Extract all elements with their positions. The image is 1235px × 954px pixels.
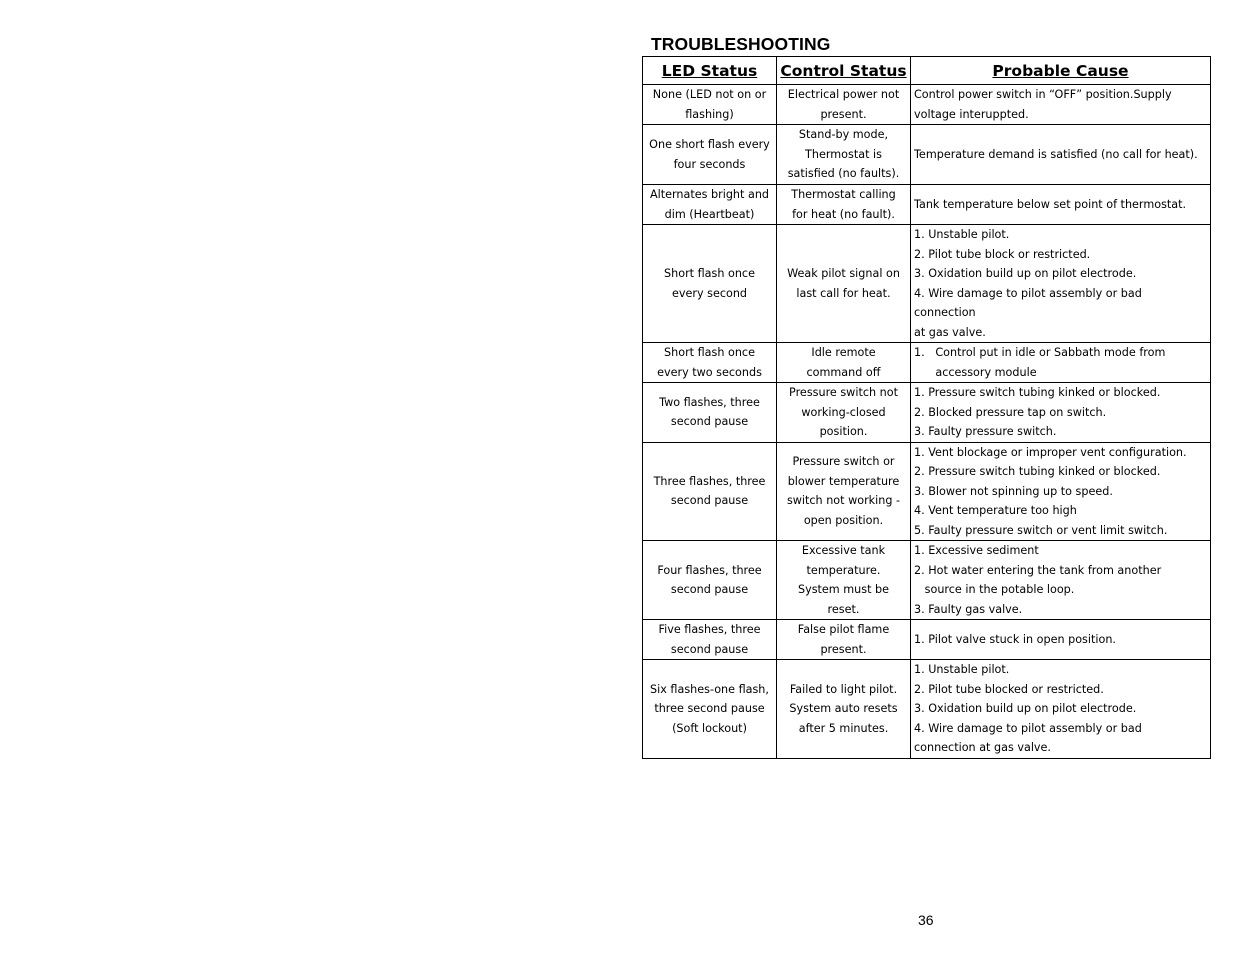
table-row	[643, 343, 1211, 383]
table-row	[643, 125, 1211, 185]
cell-text-line: Stand-by mode,	[798, 128, 889, 142]
cell-text-line: every second	[671, 286, 748, 300]
cell-text-line: present.	[820, 107, 867, 121]
control-status-cell	[777, 541, 911, 620]
cell-text-line: 3. Oxidation build up on pilot electrode.	[914, 702, 1137, 715]
header-control-status: Control Status	[777, 57, 911, 85]
probable-cause-cell	[911, 343, 1211, 383]
cell-text-line: second pause	[670, 642, 749, 656]
led-status-cell	[643, 85, 777, 125]
cell-text-line: after 5 minutes.	[798, 721, 889, 735]
cell-text-line: False pilot flame	[797, 623, 890, 636]
cell-text-line: switch not working -	[786, 494, 901, 508]
control-status-cell	[777, 225, 911, 343]
cell-text-line: for heat (no fault).	[792, 207, 895, 221]
cell-text-line: open position.	[803, 513, 884, 527]
led-status-cell	[643, 620, 777, 660]
cell-text-line: Alternates bright and	[649, 188, 770, 201]
cell-text-line: 1. Excessive sediment	[914, 544, 1039, 557]
cell-text-line: position.	[819, 425, 868, 438]
cell-text-line: Four flashes, three	[657, 563, 762, 577]
control-status-cell	[777, 442, 911, 541]
cell-text-line: voltage interuppted.	[914, 107, 1029, 121]
cell-text-line: at gas valve.	[914, 325, 986, 339]
table-row	[643, 383, 1211, 443]
header-led-status: LED Status	[643, 57, 777, 85]
cell-text-line: second pause	[670, 494, 749, 508]
cell-text-line: last call for heat.	[796, 286, 891, 300]
probable-cause-cell	[911, 85, 1211, 125]
cell-text-line: four seconds	[673, 157, 746, 171]
probable-cause-cell	[911, 185, 1211, 225]
cell-text-line: Temperature demand is satisfied (no call for heat).	[914, 147, 1198, 161]
cell-text-line: second pause	[670, 415, 749, 429]
cell-text-line: 1. Unstable pilot.	[914, 663, 1010, 676]
cell-text-line: 3. Faulty gas valve.	[914, 602, 1023, 616]
cell-text-line: Idle remote	[811, 346, 876, 359]
led-status-cell	[643, 185, 777, 225]
cell-text-line: 1. Control put in idle or Sabbath mode from	[914, 346, 1166, 359]
probable-cause-cell	[911, 383, 1211, 443]
cell-text-line: source in the potable loop.	[914, 583, 1075, 596]
cell-text-line: Tank temperature below set point of thermostat.	[914, 197, 1187, 211]
cell-text-line: every two seconds	[657, 365, 762, 379]
probable-cause-cell	[911, 620, 1211, 660]
cell-text-line: 1. Pressure switch tubing kinked or blocked.	[914, 386, 1161, 399]
cell-text-line: System auto resets	[789, 702, 898, 715]
cell-text-line: 5. Faulty pressure switch or vent limit switch.	[914, 523, 1168, 537]
cell-text-line: flashing)	[685, 107, 734, 121]
cell-text-line: 2. Pilot tube blocked or restricted.	[914, 682, 1104, 696]
control-status-cell	[777, 85, 911, 125]
cell-text-line: Six flashes-one flash,	[650, 682, 769, 696]
page-title: TROUBLESHOOTING	[651, 34, 831, 54]
cell-text-line: accessory module	[914, 365, 1037, 379]
cell-text-line: connection at gas valve.	[914, 741, 1051, 754]
cell-text-line: Weak pilot signal on	[787, 267, 900, 280]
cell-text-line: None (LED not on or	[652, 88, 767, 101]
cell-text-line: 3. Faulty pressure switch.	[914, 425, 1057, 438]
table-row	[643, 541, 1211, 620]
control-status-cell	[777, 185, 911, 225]
cell-text-line: 2. Pilot tube block or restricted.	[914, 247, 1091, 261]
control-status-cell	[777, 343, 911, 383]
led-status-cell	[643, 660, 777, 759]
cell-text-line: Short flash once	[664, 346, 755, 359]
cell-text-line: Thermostat calling	[791, 188, 896, 201]
cell-text-line: Electrical power not	[787, 88, 900, 101]
cell-text-line: Three flashes, three	[653, 474, 766, 488]
cell-text-line: Thermostat is	[805, 147, 882, 161]
cell-text-line: 2. Hot water entering the tank from another	[914, 563, 1162, 577]
page-number: 36	[918, 912, 934, 928]
table-row	[643, 185, 1211, 225]
cell-text-line: reset.	[827, 602, 860, 616]
cell-text-line: 4. Wire damage to pilot assembly or bad	[914, 286, 1142, 300]
cell-text-line: (Soft lockout)	[672, 721, 747, 735]
table-row	[643, 442, 1211, 541]
probable-cause-cell	[911, 125, 1211, 185]
cell-text-line: 1. Unstable pilot.	[914, 228, 1010, 241]
cell-text-line: Excessive tank	[801, 544, 886, 557]
cell-text-line: 4. Vent temperature too high	[914, 504, 1077, 517]
cell-text-line: 1. Vent blockage or improper vent configuration.	[914, 445, 1187, 459]
cell-text-line: Failed to light pilot.	[789, 682, 898, 696]
cell-text-line: Control power switch in “OFF” position.Supply	[914, 88, 1172, 101]
header-probable-cause: Probable Cause	[911, 57, 1211, 85]
led-status-cell	[643, 343, 777, 383]
cell-text-line: System must be	[797, 583, 890, 596]
cell-text-line: Short flash once	[664, 267, 755, 280]
cell-text-line: command off	[806, 365, 881, 379]
table-row	[643, 85, 1211, 125]
cell-text-line: three second pause	[654, 702, 765, 715]
cell-text-line: 3. Blower not spinning up to speed.	[914, 484, 1113, 498]
control-status-cell	[777, 660, 911, 759]
cell-text-line: 4. Wire damage to pilot assembly or bad	[914, 721, 1142, 735]
table-row	[643, 660, 1211, 759]
cell-text-line: Two flashes, three	[659, 395, 760, 409]
cell-text-line: Pressure switch or	[792, 455, 895, 469]
cell-text-line: dim (Heartbeat)	[664, 207, 755, 221]
led-status-cell	[643, 541, 777, 620]
probable-cause-cell	[911, 660, 1211, 759]
led-status-cell	[643, 225, 777, 343]
cell-text-line: 3. Oxidation build up on pilot electrode.	[914, 267, 1137, 280]
led-status-cell	[643, 442, 777, 541]
probable-cause-cell	[911, 541, 1211, 620]
probable-cause-cell	[911, 442, 1211, 541]
table-row	[643, 225, 1211, 343]
cell-text-line: present.	[820, 642, 867, 656]
table-row	[643, 620, 1211, 660]
cell-text-line: One short flash every	[649, 138, 770, 151]
probable-cause-cell	[911, 225, 1211, 343]
cell-text-line: working-closed	[801, 405, 886, 419]
cell-text-line: second pause	[670, 583, 749, 596]
cell-text-line: blower temperature	[787, 474, 900, 488]
cell-text-line: 2. Pressure switch tubing kinked or blocked.	[914, 465, 1161, 478]
led-status-cell	[643, 383, 777, 443]
cell-text-line: satisfied (no faults).	[787, 167, 900, 181]
cell-text-line: connection	[914, 306, 976, 319]
control-status-cell	[777, 125, 911, 185]
cell-text-line: temperature.	[806, 563, 881, 577]
control-status-cell	[777, 620, 911, 660]
cell-text-line: 1. Pilot valve stuck in open position.	[914, 632, 1116, 646]
table-header-row	[643, 57, 1211, 85]
cell-text-line: Pressure switch not	[789, 386, 898, 399]
control-status-cell	[777, 383, 911, 443]
troubleshooting-table	[642, 56, 1211, 759]
cell-text-line: Five flashes, three	[658, 623, 761, 636]
cell-text-line: 2. Blocked pressure tap on switch.	[914, 405, 1107, 419]
led-status-cell	[643, 125, 777, 185]
